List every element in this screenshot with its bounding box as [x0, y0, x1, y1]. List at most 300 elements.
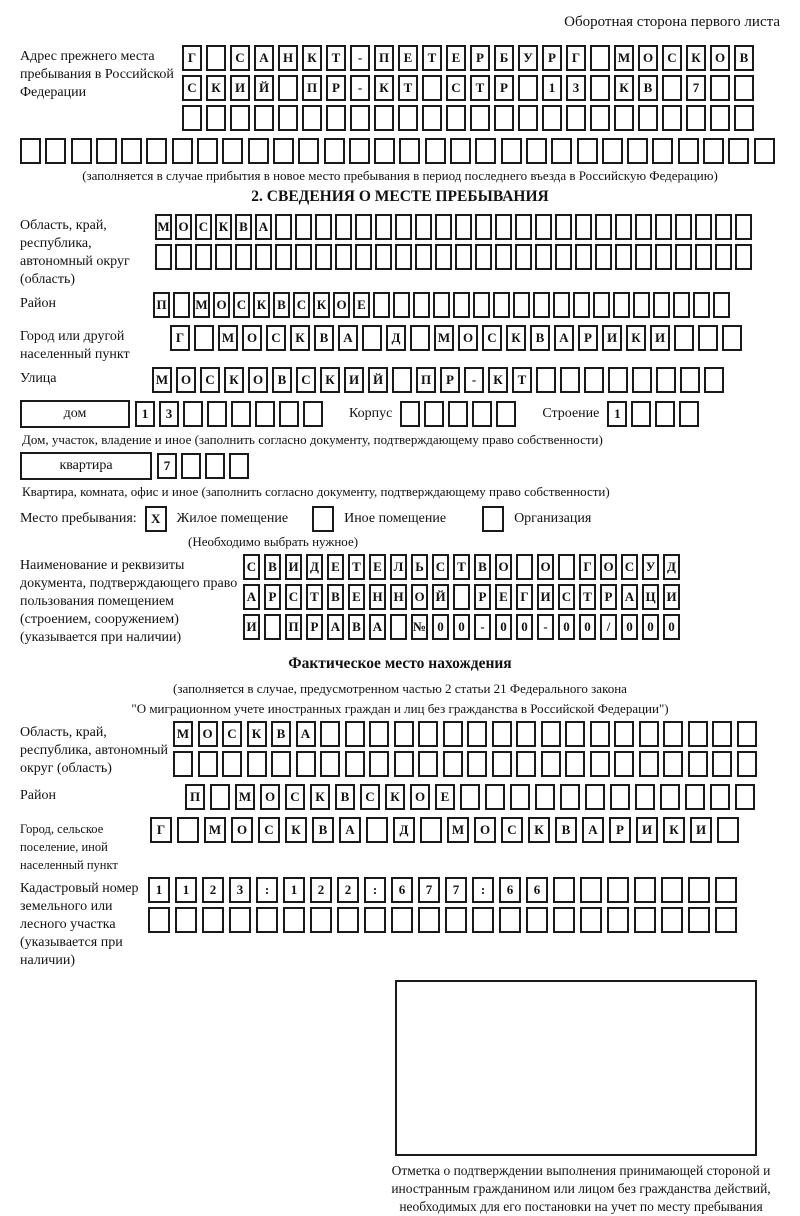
char-cell[interactable]: С [432, 554, 449, 580]
char-cell[interactable] [210, 784, 230, 810]
char-cell[interactable] [205, 453, 225, 479]
char-cell[interactable] [395, 214, 412, 240]
char-cell[interactable] [235, 244, 252, 270]
char-cell[interactable] [704, 367, 724, 393]
char-cell[interactable]: Г [170, 325, 190, 351]
char-cell[interactable] [364, 907, 386, 933]
char-cell[interactable] [558, 554, 575, 580]
char-cell[interactable] [207, 401, 227, 427]
char-cell[interactable] [278, 75, 298, 101]
char-cell[interactable] [575, 214, 592, 240]
char-cell[interactable] [516, 554, 533, 580]
char-cell[interactable] [608, 367, 628, 393]
char-cell[interactable] [475, 214, 492, 240]
char-cell[interactable] [535, 244, 552, 270]
cadastral-row-1[interactable] [148, 877, 742, 903]
char-cell[interactable] [435, 214, 452, 240]
char-cell[interactable] [335, 214, 352, 240]
char-cell[interactable] [679, 401, 699, 427]
char-cell[interactable]: У [642, 554, 659, 580]
actual-region-row-1[interactable] [173, 721, 761, 747]
char-cell[interactable] [595, 214, 612, 240]
char-cell[interactable]: В [273, 292, 290, 318]
char-cell[interactable]: С [662, 45, 682, 71]
char-cell[interactable]: О [474, 817, 496, 843]
char-cell[interactable]: Т [512, 367, 532, 393]
char-cell[interactable] [656, 367, 676, 393]
char-cell[interactable]: В [314, 325, 334, 351]
char-cell[interactable]: В [271, 721, 291, 747]
char-cell[interactable] [472, 907, 494, 933]
apartment-cells[interactable] [157, 453, 253, 479]
char-cell[interactable]: 0 [579, 614, 596, 640]
char-cell[interactable]: К [313, 292, 330, 318]
char-cell[interactable] [533, 292, 550, 318]
char-cell[interactable] [710, 75, 730, 101]
char-cell[interactable]: 0 [663, 614, 680, 640]
char-cell[interactable]: Е [353, 292, 370, 318]
char-cell[interactable] [472, 401, 492, 427]
char-cell[interactable] [181, 453, 201, 479]
char-cell[interactable] [615, 214, 632, 240]
char-cell[interactable] [518, 75, 538, 101]
char-cell[interactable]: С [293, 292, 310, 318]
char-cell[interactable]: 1 [607, 401, 627, 427]
char-cell[interactable]: И [650, 325, 670, 351]
prev-address-row-4[interactable] [20, 138, 780, 164]
char-cell[interactable] [715, 907, 737, 933]
char-cell[interactable]: 3 [566, 75, 586, 101]
char-cell[interactable]: Р [542, 45, 562, 71]
char-cell[interactable]: Е [327, 554, 344, 580]
char-cell[interactable] [631, 401, 651, 427]
char-cell[interactable]: 1 [542, 75, 562, 101]
char-cell[interactable] [146, 138, 167, 164]
char-cell[interactable]: К [374, 75, 394, 101]
char-cell[interactable] [728, 138, 749, 164]
char-cell[interactable]: Й [368, 367, 388, 393]
char-cell[interactable]: Р [600, 584, 617, 610]
char-cell[interactable]: А [621, 584, 638, 610]
char-cell[interactable] [590, 75, 610, 101]
char-cell[interactable] [560, 784, 580, 810]
char-cell[interactable]: Д [306, 554, 323, 580]
char-cell[interactable]: Р [326, 75, 346, 101]
char-cell[interactable]: В [312, 817, 334, 843]
house-box[interactable]: дом [20, 400, 130, 428]
district-row[interactable] [153, 292, 733, 318]
char-cell[interactable]: 0 [558, 614, 575, 640]
char-cell[interactable] [553, 292, 570, 318]
char-cell[interactable] [222, 751, 242, 777]
char-cell[interactable] [632, 367, 652, 393]
char-cell[interactable] [195, 244, 212, 270]
char-cell[interactable]: 3 [159, 401, 179, 427]
char-cell[interactable] [492, 751, 512, 777]
char-cell[interactable] [515, 244, 532, 270]
char-cell[interactable]: К [253, 292, 270, 318]
char-cell[interactable]: К [385, 784, 405, 810]
char-cell[interactable] [695, 244, 712, 270]
char-cell[interactable]: Й [432, 584, 449, 610]
char-cell[interactable] [390, 614, 407, 640]
char-cell[interactable] [735, 214, 752, 240]
char-cell[interactable] [410, 325, 430, 351]
char-cell[interactable]: Т [306, 584, 323, 610]
char-cell[interactable] [455, 214, 472, 240]
char-cell[interactable] [453, 292, 470, 318]
char-cell[interactable] [273, 138, 294, 164]
char-cell[interactable]: 0 [642, 614, 659, 640]
stay-type-checkbox-residential[interactable]: X [145, 506, 167, 532]
char-cell[interactable]: К [506, 325, 526, 351]
char-cell[interactable] [580, 877, 602, 903]
char-cell[interactable]: У [518, 45, 538, 71]
char-cell[interactable] [674, 325, 694, 351]
char-cell[interactable]: С [296, 367, 316, 393]
char-cell[interactable]: И [636, 817, 658, 843]
char-cell[interactable] [453, 584, 470, 610]
char-cell[interactable] [303, 401, 323, 427]
char-cell[interactable] [231, 401, 251, 427]
char-cell[interactable] [496, 401, 516, 427]
char-cell[interactable] [369, 721, 389, 747]
char-cell[interactable]: О [260, 784, 280, 810]
char-cell[interactable]: В [474, 554, 491, 580]
char-cell[interactable] [715, 244, 732, 270]
char-cell[interactable] [335, 244, 352, 270]
char-cell[interactable] [229, 907, 251, 933]
char-cell[interactable] [345, 751, 365, 777]
char-cell[interactable] [493, 292, 510, 318]
char-cell[interactable]: Т [326, 45, 346, 71]
char-cell[interactable]: - [350, 75, 370, 101]
char-cell[interactable] [435, 244, 452, 270]
char-cell[interactable]: К [626, 325, 646, 351]
char-cell[interactable]: / [600, 614, 617, 640]
char-cell[interactable]: - [537, 614, 554, 640]
char-cell[interactable]: К [686, 45, 706, 71]
char-cell[interactable]: Н [369, 584, 386, 610]
char-cell[interactable] [495, 214, 512, 240]
char-cell[interactable] [324, 138, 345, 164]
char-cell[interactable]: : [256, 877, 278, 903]
char-cell[interactable] [660, 784, 680, 810]
char-cell[interactable] [565, 751, 585, 777]
char-cell[interactable] [510, 784, 530, 810]
char-cell[interactable]: В [235, 214, 252, 240]
char-cell[interactable]: Н [278, 45, 298, 71]
char-cell[interactable]: Ц [642, 584, 659, 610]
char-cell[interactable] [375, 214, 392, 240]
char-cell[interactable] [633, 292, 650, 318]
char-cell[interactable]: Р [470, 45, 490, 71]
char-cell[interactable] [615, 244, 632, 270]
char-cell[interactable]: 2 [337, 877, 359, 903]
char-cell[interactable] [425, 138, 446, 164]
char-cell[interactable]: С [200, 367, 220, 393]
char-cell[interactable] [422, 75, 442, 101]
char-cell[interactable] [455, 244, 472, 270]
char-cell[interactable]: А [243, 584, 260, 610]
char-cell[interactable] [366, 817, 388, 843]
char-cell[interactable]: С [621, 554, 638, 580]
char-cell[interactable]: Д [663, 554, 680, 580]
char-cell[interactable]: : [472, 877, 494, 903]
char-cell[interactable] [443, 721, 463, 747]
char-cell[interactable]: Р [578, 325, 598, 351]
char-cell[interactable]: П [374, 45, 394, 71]
char-cell[interactable]: О [410, 784, 430, 810]
char-cell[interactable] [590, 45, 610, 71]
char-cell[interactable] [375, 244, 392, 270]
char-cell[interactable]: К [528, 817, 550, 843]
char-cell[interactable] [206, 105, 226, 131]
char-cell[interactable] [516, 721, 536, 747]
char-cell[interactable]: С [482, 325, 502, 351]
char-cell[interactable]: О [231, 817, 253, 843]
char-cell[interactable]: О [411, 584, 428, 610]
char-cell[interactable]: А [554, 325, 574, 351]
char-cell[interactable] [734, 75, 754, 101]
char-cell[interactable] [566, 105, 586, 131]
char-cell[interactable] [255, 244, 272, 270]
char-cell[interactable]: О [213, 292, 230, 318]
char-cell[interactable]: Т [422, 45, 442, 71]
char-cell[interactable] [177, 817, 199, 843]
char-cell[interactable]: Н [390, 584, 407, 610]
char-cell[interactable]: К [488, 367, 508, 393]
char-cell[interactable] [485, 784, 505, 810]
char-cell[interactable] [172, 138, 193, 164]
korpus-cells[interactable] [400, 401, 520, 427]
char-cell[interactable] [688, 721, 708, 747]
char-cell[interactable] [392, 367, 412, 393]
char-cell[interactable] [577, 138, 598, 164]
prev-address-row-1[interactable] [182, 45, 758, 71]
char-cell[interactable] [450, 138, 471, 164]
char-cell[interactable] [675, 244, 692, 270]
char-cell[interactable] [551, 138, 572, 164]
char-cell[interactable] [735, 784, 755, 810]
char-cell[interactable]: Е [369, 554, 386, 580]
char-cell[interactable] [391, 907, 413, 933]
char-cell[interactable] [662, 105, 682, 131]
cadastral-row-2[interactable] [148, 907, 742, 933]
char-cell[interactable]: К [224, 367, 244, 393]
char-cell[interactable] [663, 751, 683, 777]
char-cell[interactable]: О [495, 554, 512, 580]
char-cell[interactable] [393, 292, 410, 318]
char-cell[interactable]: А [339, 817, 361, 843]
char-cell[interactable]: 7 [157, 453, 177, 479]
char-cell[interactable] [553, 907, 575, 933]
char-cell[interactable] [467, 751, 487, 777]
char-cell[interactable] [639, 751, 659, 777]
char-cell[interactable] [722, 325, 742, 351]
region-row-2[interactable] [155, 244, 755, 270]
char-cell[interactable] [295, 244, 312, 270]
char-cell[interactable]: Т [453, 554, 470, 580]
char-cell[interactable] [735, 244, 752, 270]
char-cell[interactable]: М [152, 367, 172, 393]
char-cell[interactable] [635, 784, 655, 810]
stay-type-checkbox-other[interactable] [312, 506, 334, 532]
char-cell[interactable]: И [230, 75, 250, 101]
char-cell[interactable] [655, 244, 672, 270]
char-cell[interactable] [710, 784, 730, 810]
char-cell[interactable]: 1 [135, 401, 155, 427]
char-cell[interactable] [678, 138, 699, 164]
char-cell[interactable]: О [710, 45, 730, 71]
char-cell[interactable] [513, 292, 530, 318]
char-cell[interactable] [614, 721, 634, 747]
char-cell[interactable]: М [447, 817, 469, 843]
char-cell[interactable] [202, 907, 224, 933]
document-row-2[interactable] [243, 584, 684, 610]
char-cell[interactable]: С [230, 45, 250, 71]
char-cell[interactable]: С [258, 817, 280, 843]
char-cell[interactable]: А [327, 614, 344, 640]
char-cell[interactable]: 2 [202, 877, 224, 903]
char-cell[interactable]: 0 [495, 614, 512, 640]
char-cell[interactable]: Г [182, 45, 202, 71]
char-cell[interactable]: М [218, 325, 238, 351]
char-cell[interactable] [693, 292, 710, 318]
char-cell[interactable]: Т [348, 554, 365, 580]
char-cell[interactable] [734, 105, 754, 131]
char-cell[interactable] [255, 401, 275, 427]
char-cell[interactable]: - [350, 45, 370, 71]
char-cell[interactable]: 1 [175, 877, 197, 903]
char-cell[interactable] [275, 244, 292, 270]
char-cell[interactable] [424, 401, 444, 427]
char-cell[interactable] [754, 138, 775, 164]
char-cell[interactable] [197, 138, 218, 164]
char-cell[interactable] [627, 138, 648, 164]
char-cell[interactable]: С [558, 584, 575, 610]
char-cell[interactable] [555, 244, 572, 270]
prev-address-row-2[interactable] [182, 75, 758, 101]
char-cell[interactable]: В [734, 45, 754, 71]
char-cell[interactable]: О [248, 367, 268, 393]
char-cell[interactable] [433, 292, 450, 318]
char-cell[interactable]: Л [390, 554, 407, 580]
char-cell[interactable] [661, 907, 683, 933]
char-cell[interactable] [686, 105, 706, 131]
char-cell[interactable]: : [364, 877, 386, 903]
char-cell[interactable]: Ь [411, 554, 428, 580]
char-cell[interactable] [575, 244, 592, 270]
char-cell[interactable]: И [663, 584, 680, 610]
char-cell[interactable]: Т [579, 584, 596, 610]
char-cell[interactable] [712, 721, 732, 747]
char-cell[interactable] [320, 721, 340, 747]
char-cell[interactable]: Г [579, 554, 596, 580]
char-cell[interactable] [121, 138, 142, 164]
char-cell[interactable] [698, 325, 718, 351]
char-cell[interactable] [712, 751, 732, 777]
char-cell[interactable]: В [638, 75, 658, 101]
char-cell[interactable] [634, 907, 656, 933]
char-cell[interactable]: Д [393, 817, 415, 843]
house-number-cells[interactable] [135, 401, 327, 427]
char-cell[interactable]: П [285, 614, 302, 640]
char-cell[interactable] [394, 751, 414, 777]
char-cell[interactable]: Р [609, 817, 631, 843]
char-cell[interactable] [494, 105, 514, 131]
char-cell[interactable]: О [600, 554, 617, 580]
char-cell[interactable]: 1 [148, 877, 170, 903]
stay-type-checkbox-organization[interactable] [482, 506, 504, 532]
char-cell[interactable] [320, 751, 340, 777]
char-cell[interactable] [422, 105, 442, 131]
char-cell[interactable] [595, 244, 612, 270]
char-cell[interactable] [418, 751, 438, 777]
char-cell[interactable] [264, 614, 281, 640]
char-cell[interactable]: О [242, 325, 262, 351]
char-cell[interactable] [374, 105, 394, 131]
char-cell[interactable]: П [416, 367, 436, 393]
char-cell[interactable]: О [333, 292, 350, 318]
char-cell[interactable] [470, 105, 490, 131]
char-cell[interactable]: Т [398, 75, 418, 101]
char-cell[interactable] [553, 877, 575, 903]
char-cell[interactable] [467, 721, 487, 747]
char-cell[interactable] [590, 721, 610, 747]
char-cell[interactable] [516, 751, 536, 777]
char-cell[interactable]: И [690, 817, 712, 843]
apartment-box[interactable]: квартира [20, 452, 152, 480]
char-cell[interactable] [737, 751, 757, 777]
char-cell[interactable] [315, 214, 332, 240]
char-cell[interactable] [415, 244, 432, 270]
char-cell[interactable]: М [235, 784, 255, 810]
char-cell[interactable] [655, 214, 672, 240]
char-cell[interactable] [737, 721, 757, 747]
char-cell[interactable]: 2 [310, 877, 332, 903]
char-cell[interactable] [445, 907, 467, 933]
char-cell[interactable] [688, 877, 710, 903]
char-cell[interactable] [710, 105, 730, 131]
char-cell[interactable] [614, 105, 634, 131]
char-cell[interactable] [374, 138, 395, 164]
char-cell[interactable]: С [285, 584, 302, 610]
char-cell[interactable]: И [344, 367, 364, 393]
char-cell[interactable]: 1 [283, 877, 305, 903]
char-cell[interactable] [278, 105, 298, 131]
char-cell[interactable] [673, 292, 690, 318]
char-cell[interactable] [560, 367, 580, 393]
char-cell[interactable]: А [582, 817, 604, 843]
char-cell[interactable]: С [233, 292, 250, 318]
char-cell[interactable] [717, 817, 739, 843]
char-cell[interactable]: 0 [432, 614, 449, 640]
char-cell[interactable] [194, 325, 214, 351]
char-cell[interactable]: В [530, 325, 550, 351]
char-cell[interactable]: И [243, 614, 260, 640]
char-cell[interactable]: М [204, 817, 226, 843]
char-cell[interactable]: А [338, 325, 358, 351]
char-cell[interactable]: Е [446, 45, 466, 71]
char-cell[interactable]: К [285, 817, 307, 843]
char-cell[interactable]: П [153, 292, 170, 318]
char-cell[interactable]: О [537, 554, 554, 580]
char-cell[interactable]: О [458, 325, 478, 351]
char-cell[interactable] [420, 817, 442, 843]
char-cell[interactable] [634, 877, 656, 903]
char-cell[interactable] [20, 138, 41, 164]
